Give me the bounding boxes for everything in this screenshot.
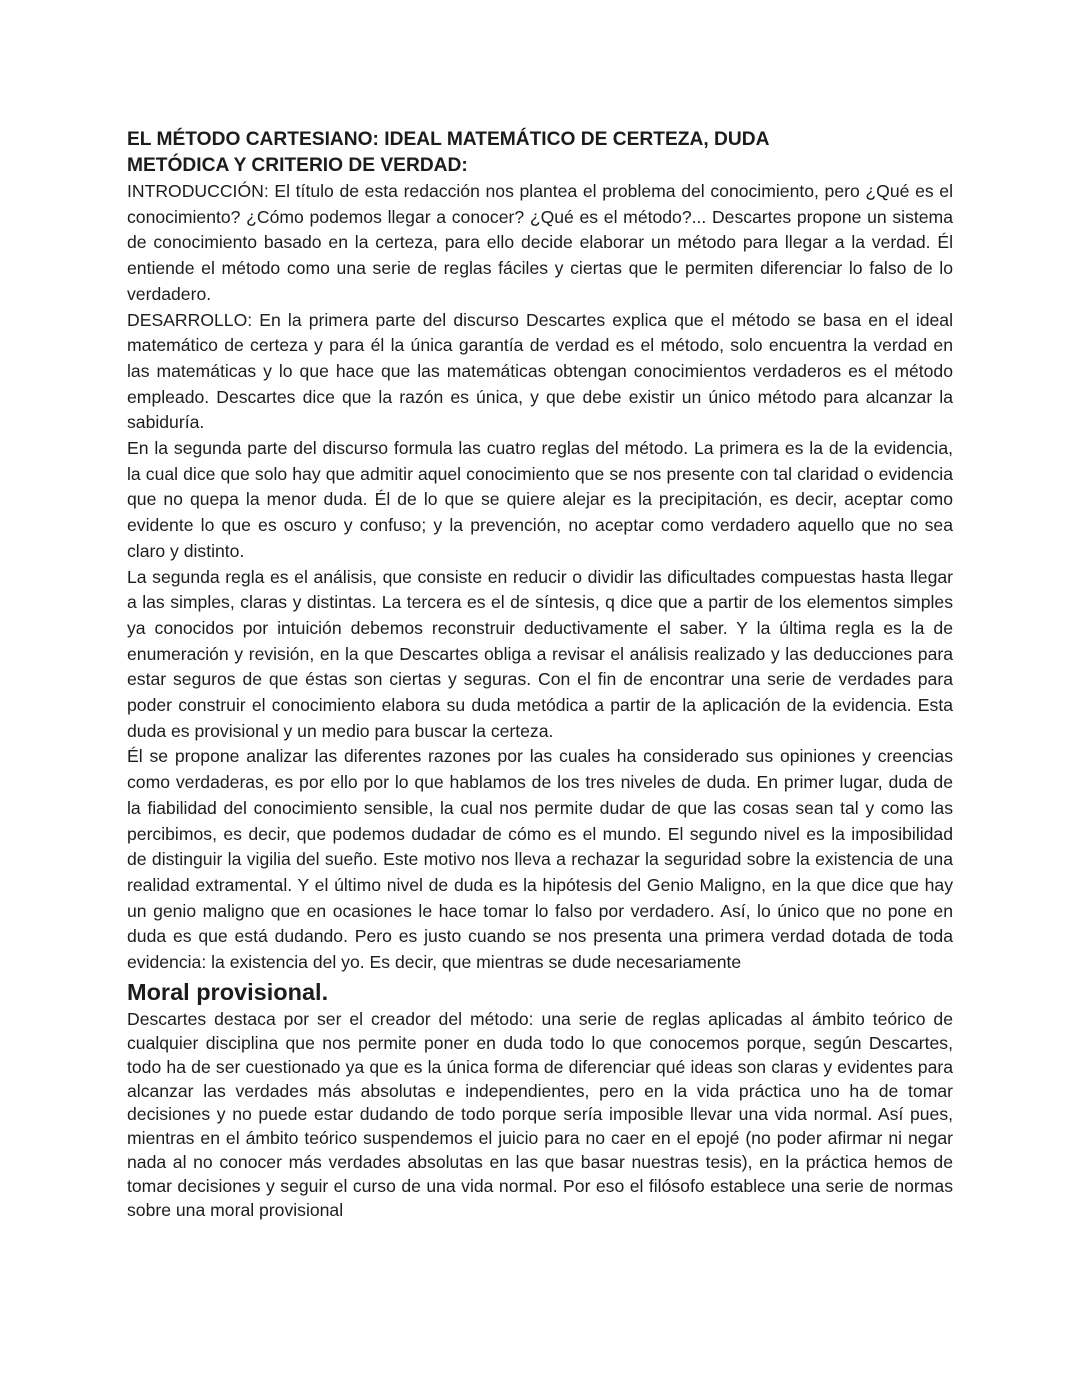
- paragraph-introduccion: INTRODUCCIÓN: El título de esta redacción nos plantea el problema del conocimiento, pero ¿Qué es el conocimiento? ¿Cómo podemos llegar a conocer? ¿Qué es el método?... Descartes propone un sistema de conocimiento basado en la certeza, para ello decide elaborar un método para llegar a la verdad. Él entiende el método como una serie de reglas fáciles y ciertas que le permiten diferenciar lo falso de lo verdadero.: [127, 181, 953, 304]
- section-heading-moral-provisional: Moral provisional.: [127, 978, 329, 1005]
- paragraph-moral-provisional: Descartes destaca por ser el creador del método: una serie de reglas aplicadas al ámbito teórico de cualquier disciplina que nos permite poner en duda todo lo que conocemos porque, según Descartes, todo ha de ser cuestionado ya que es la única forma de diferenciar qué ideas son claras y evidentes para alcanzar las verdades más absolutas e independientes, pero en la vida práctica uno ha de tomar decisiones y no puede estar dudando de todo porque sería imposible llevar una vida normal. Así pues, mientras en el ámbito teórico suspendemos el juicio para no caer en el epojé (no poder afirmar ni negar nada al no conocer más verdades absolutas en las que basar nuestras tesis), en la práctica hemos de tomar decisiones y seguir el curso de una vida normal. Por eso el filósofo establece una serie de normas sobre una moral provisional: [127, 1008, 953, 1221]
- paragraph-desarrollo: DESARROLLO: En la primera parte del discurso Descartes explica que el método se basa en el ideal matemático de certeza y para él la única garantía de verdad es el método, solo encuentra la verdad en las matemáticas y lo que hace que las matemáticas obtengan conocimientos verdaderos es el método empleado. Descartes dice que la razón es única, y que debe existir un único método para alcanzar la sabiduría.: [127, 309, 953, 433]
- paragraph-niveles-duda: Él se propone analizar las diferentes razones por las cuales ha considerado sus opiniones y creencias como verdaderas, es por ello por lo que hablamos de los tres niveles de duda. En primer lugar, duda de la fiabilidad del conocimiento sensible, la cual nos permite dudar de que las cosas sean tal y como las percibimos, es decir, que podemos dudadar de cómo es el mundo. El segundo nivel es la imposibilidad de distinguir la vigilia del sueño. Este motivo nos lleva a rechazar la seguridad sobre la existencia de una realidad extramental. Y el último nivel de duda es la hipótesis del Genio Maligno, en la que dice que hay un genio maligno que en ocasiones le hace tomar lo falso por verdadero. Así, lo único que no pone en duda es que está dudando. Pero es justo cuando se nos presenta una primera verdad dotada de toda evidencia: la existencia del yo. Es decir, que mientras se dude necesariamente: [127, 746, 953, 973]
- document-title: EL MÉTODO CARTESIANO: IDEAL MATEMÁTICO DE CERTEZA, DUDA METÓDICA Y CRITERIO DE VERDAD:: [127, 129, 769, 176]
- document-page: [127, 127, 953, 1223]
- paragraph-reglas-metodo: En la segunda parte del discurso formula las cuatro reglas del método. La primera es la de la evidencia, la cual dice que solo hay que admitir aquel conocimiento que se nos presente con tal claridad o evidencia que no quepa la menor duda. Él de lo que se quiere alejar es la precipitación, es decir, aceptar como evidente lo que es oscuro y confuso; y la prevención, no aceptar como verdadero aquello que no sea claro y distinto.: [127, 438, 953, 561]
- paragraph-analisis-sintesis: La segunda regla es el análisis, que consiste en reducir o dividir las dificultades compuestas hasta llegar a las simples, claras y distintas. La tercera es el de síntesis, q dice que a partir de los elementos simples ya conocidos por intuición debemos reconstruir deductivamente el saber. Y la última regla es la de enumeración y revisión, en la que Descartes obliga a revisar el análisis realizado y las deducciones para estar seguros de que éstas son ciertas y seguras. Con el fin de encontrar una serie de verdades para poder construir el conocimiento elabora su duda metódica a partir de la aplicación de la evidencia. Esta duda es provisional y un medio para buscar la certeza.: [127, 566, 953, 741]
